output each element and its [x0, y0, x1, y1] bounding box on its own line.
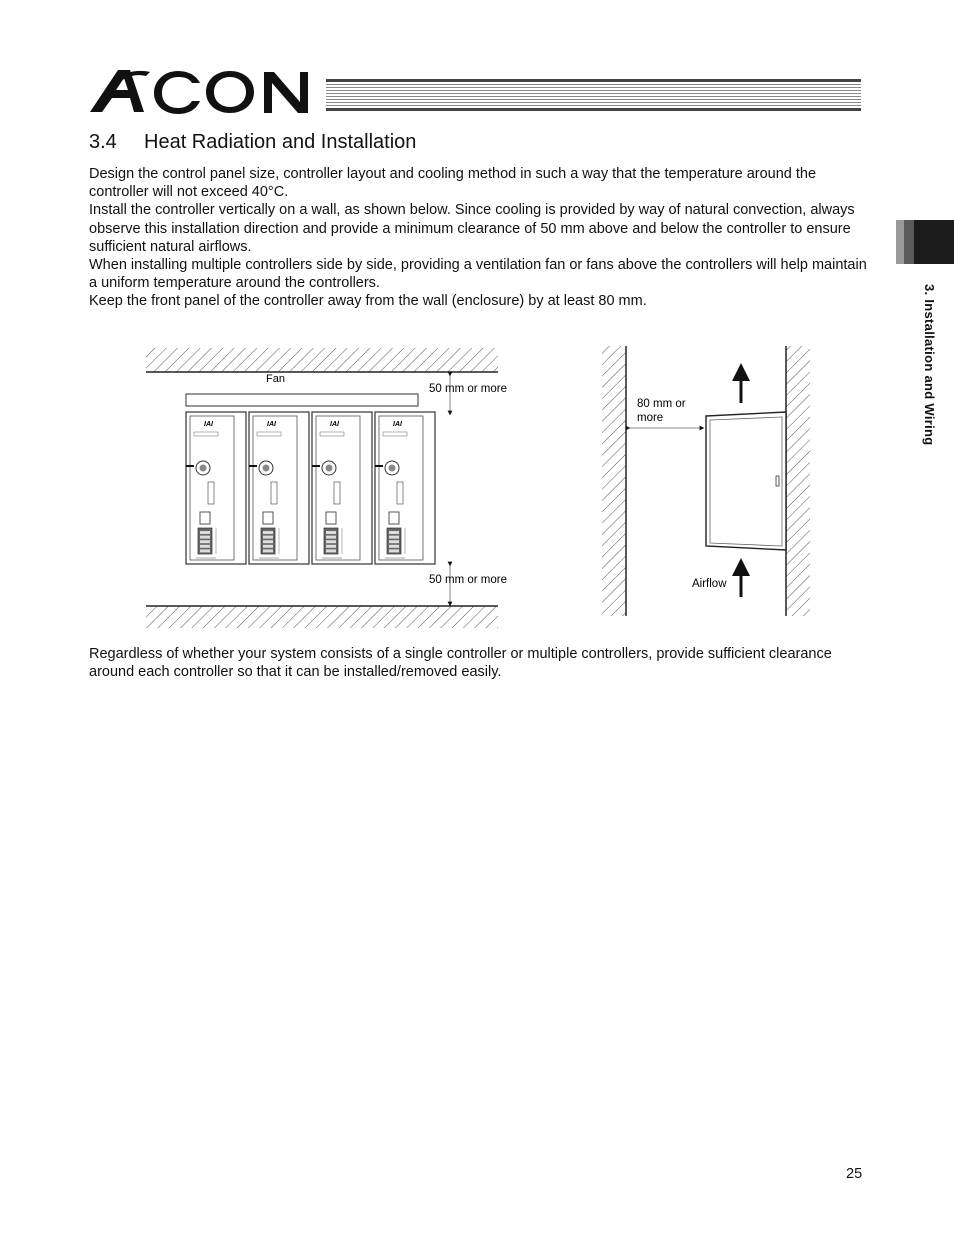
tab-shade-light: [896, 220, 904, 264]
installation-diagram: [140, 340, 840, 635]
controller-side-latch: [776, 476, 779, 486]
chapter-label: 3. Installation and Wiring: [922, 284, 937, 446]
controller-unit: [375, 412, 435, 564]
paragraph-temperature: Design the control panel size, controller layout and cooling method in such a way that the temperature around the controller will not exceed 40°C.: [89, 166, 817, 201]
ceiling-hatch: [146, 348, 498, 372]
front-clearance-label-line1: 80 mm or: [637, 398, 686, 410]
fan: [186, 394, 418, 406]
mount-wall-hatch: [786, 346, 810, 616]
controller-row: [186, 412, 435, 564]
bottom-clearance-label: 50 mm or more: [429, 574, 507, 586]
section-number: 3.4: [89, 131, 117, 153]
tab-shade-mid: [904, 220, 914, 264]
section-body: [89, 165, 875, 311]
front-clearance-label-line2: more: [637, 412, 664, 424]
controller-brand-logo: IAI: [330, 421, 339, 428]
chapter-tab: [896, 220, 954, 264]
header-rule: [326, 79, 861, 111]
back-wall-hatch: [602, 346, 626, 616]
airflow-label: Airflow: [692, 578, 727, 590]
paragraph-front-clearance: Keep the front panel of the controller away from the wall (enclosure) by at least 80 mm.: [89, 293, 647, 310]
controller-unit: [249, 412, 309, 564]
acon-logo: [88, 64, 328, 116]
paragraph-orientation: Install the controller vertically on a wall, as shown below. Since cooling is provided by way of natural convection, always observe this installation direction and provide a minimum clearance of 50 mm above and below the controller to ensure sufficient natural airflows.: [89, 202, 855, 255]
floor-hatch: [146, 606, 498, 628]
paragraph-fan: When installing multiple controllers side by side, providing a ventilation fan or fans above the controllers will help maintain a uniform temperature around the controllers.: [89, 257, 867, 292]
section-title: [89, 131, 416, 154]
controller-unit: [186, 412, 246, 564]
controller-brand-logo: IAI: [393, 421, 402, 428]
fan-label: Fan: [266, 373, 285, 385]
controller-unit: [312, 412, 372, 564]
section-title-text: Heat Radiation and Installation: [144, 131, 417, 153]
controller-brand-logo: IAI: [267, 421, 276, 428]
top-clearance-label: 50 mm or more: [429, 383, 507, 395]
tab-shade-dark: [914, 220, 954, 264]
bottom-paragraph: Regardless of whether your system consists of a single controller or multiple controllers, provide sufficient clearance around each controller so that it can be installed/removed easily.: [89, 646, 832, 681]
controller-side-view: [706, 412, 786, 550]
page-number: 25: [846, 1166, 863, 1182]
controller-brand-logo: IAI: [204, 421, 213, 428]
